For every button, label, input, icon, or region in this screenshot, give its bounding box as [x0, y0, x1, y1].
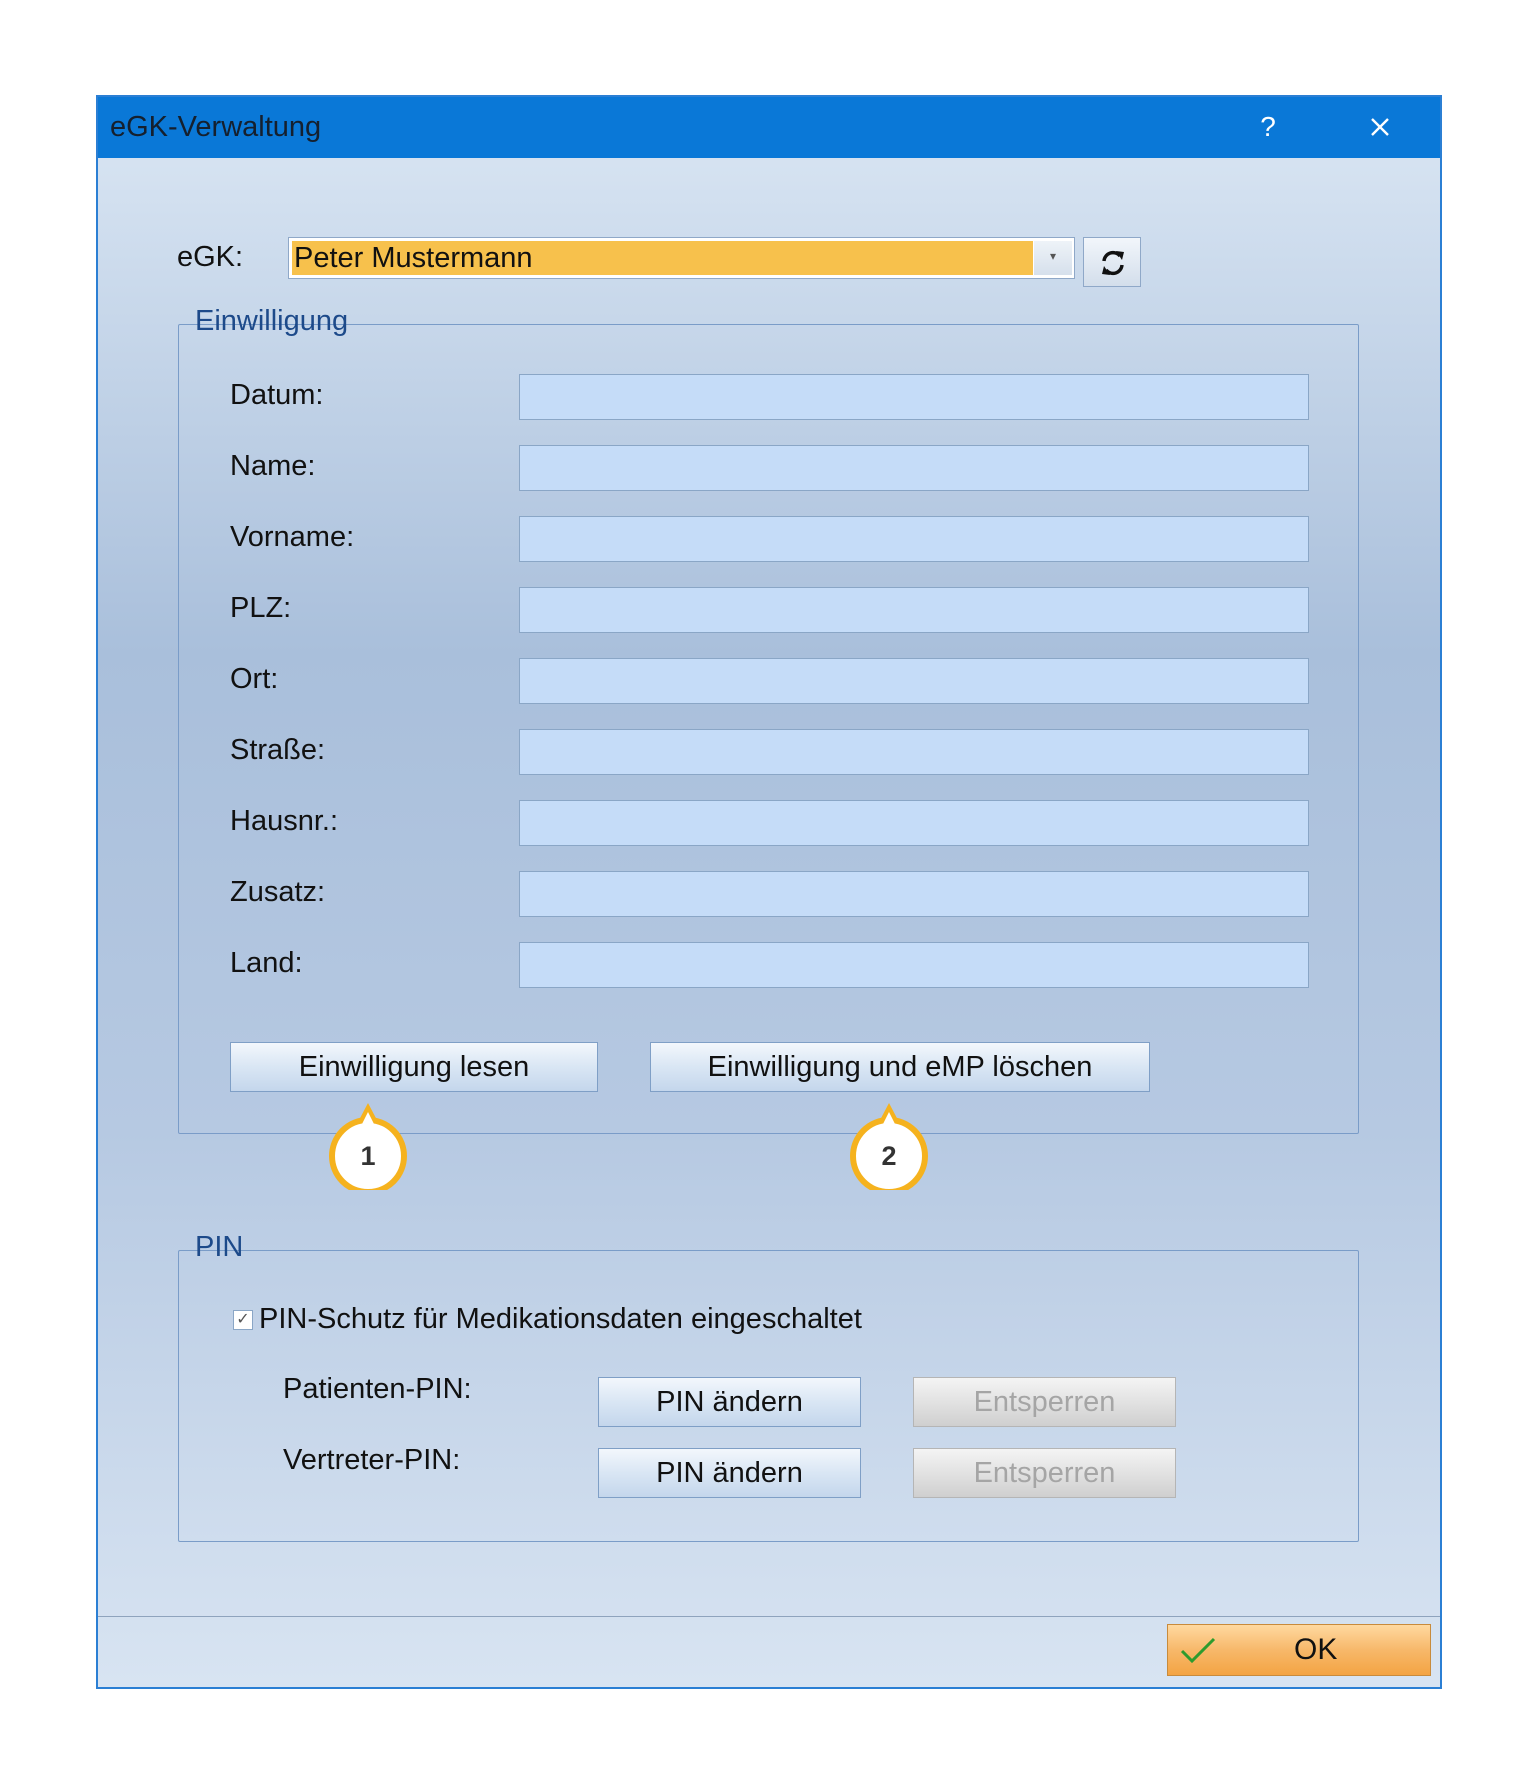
patienten-pin-label: Patienten-PIN: — [283, 1373, 472, 1405]
hausnr-field[interactable] — [519, 800, 1309, 846]
callout-2 — [848, 1095, 930, 1190]
pin-legend: PIN — [195, 1231, 244, 1263]
egk-label: eGK: — [177, 241, 244, 273]
pin-schutz-label: PIN-Schutz für Medikationsdaten eingeschaltet — [259, 1303, 862, 1335]
patienten-entsperren-button[interactable]: Entsperren — [913, 1377, 1176, 1427]
einwilligung-loeschen-button[interactable]: Einwilligung und eMP löschen — [650, 1042, 1150, 1092]
strasse-field[interactable] — [519, 729, 1309, 775]
close-button[interactable] — [1360, 107, 1400, 147]
land-label: Land: — [230, 947, 303, 979]
ort-field[interactable] — [519, 658, 1309, 704]
einwilligung-legend: Einwilligung — [195, 305, 349, 337]
window-title: eGK-Verwaltung — [110, 111, 322, 143]
help-button[interactable]: ? — [1260, 111, 1276, 142]
plz-label: PLZ: — [230, 592, 292, 624]
vorname-label: Vorname: — [230, 521, 355, 553]
egk-selected-value: Peter Mustermann — [292, 241, 1033, 275]
egk-dialog — [96, 95, 1442, 1689]
hausnr-label: Hausnr.: — [230, 805, 338, 837]
zusatz-label: Zusatz: — [230, 876, 326, 908]
datum-field[interactable] — [519, 374, 1309, 420]
land-field[interactable] — [519, 942, 1309, 988]
name-label: Name: — [230, 450, 316, 482]
zusatz-field[interactable] — [519, 871, 1309, 917]
dropdown-arrow-icon[interactable]: ▾ — [1034, 241, 1072, 275]
ok-button[interactable] — [1167, 1624, 1431, 1676]
patienten-pin-aendern-button[interactable]: PIN ändern — [598, 1377, 861, 1427]
strasse-label: Straße: — [230, 734, 326, 766]
einwilligung-lesen-button[interactable]: Einwilligung lesen — [230, 1042, 598, 1092]
ort-label: Ort: — [230, 663, 279, 695]
egk-select[interactable] — [288, 237, 1075, 279]
vertreter-pin-label: Vertreter-PIN: — [283, 1444, 461, 1476]
pin-schutz-checkbox[interactable]: ✓ — [233, 1310, 253, 1330]
title-bar — [98, 97, 1440, 158]
vorname-field[interactable] — [519, 516, 1309, 562]
vertreter-entsperren-button[interactable]: Entsperren — [913, 1448, 1176, 1498]
datum-label: Datum: — [230, 379, 324, 411]
callout-1 — [327, 1095, 409, 1190]
vertreter-pin-aendern-button[interactable]: PIN ändern — [598, 1448, 861, 1498]
ok-label: OK — [1294, 1633, 1338, 1666]
callout-number: 2 — [881, 1141, 897, 1171]
close-icon — [1360, 107, 1400, 147]
checkmark-icon — [1178, 1633, 1218, 1667]
callout-number: 1 — [360, 1141, 376, 1171]
refresh-button[interactable] — [1083, 237, 1141, 287]
name-field[interactable] — [519, 445, 1309, 491]
refresh-icon — [1098, 248, 1128, 278]
plz-field[interactable] — [519, 587, 1309, 633]
footer-separator — [98, 1616, 1440, 1617]
